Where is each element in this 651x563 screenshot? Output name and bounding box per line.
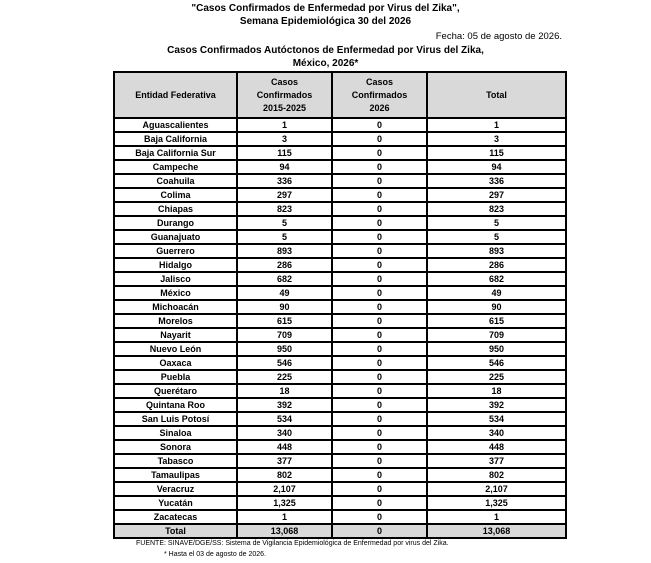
value-cell: 340 [427,426,566,440]
report-subtitle: Semana Epidemiológica 30 del 2026 [239,16,412,27]
value-cell: 0 [332,384,427,398]
value-cell: 377 [237,454,332,468]
table-row [114,244,566,258]
column-header [332,72,427,118]
state-cell: San Luis Potosí [114,412,237,426]
value-cell: 94 [427,160,566,174]
table-row [114,314,566,328]
value-cell: 0 [332,188,427,202]
state-cell: Guanajuato [114,230,237,244]
value-cell: 377 [427,454,566,468]
value-cell: 0 [332,160,427,174]
value-cell: 0 [332,454,427,468]
table-row [114,160,566,174]
value-cell: 1 [427,118,566,132]
footnote: * Hasta el 03 de agosto de 2026. [164,551,266,558]
value-cell: 1 [237,118,332,132]
value-cell: 0 [332,174,427,188]
value-cell: 0 [332,482,427,496]
value-cell: 1,325 [427,496,566,510]
value-cell: 0 [332,398,427,412]
table-row [114,496,566,510]
state-cell: Colima [114,188,237,202]
state-cell: Campeche [114,160,237,174]
value-cell: 336 [427,174,566,188]
value-cell: 5 [427,216,566,230]
column-header-line: Casos [270,76,298,87]
cases-table [113,71,567,539]
table-row [114,188,566,202]
table-row [114,482,566,496]
table-row [114,202,566,216]
total-row [114,524,566,538]
value-cell: 5 [427,230,566,244]
value-cell: 0 [332,370,427,384]
table-title: Casos Confirmados Autóctonos de Enfermedad por Virus del Zika, [167,45,484,56]
table-row [114,356,566,370]
value-cell: 0 [332,230,427,244]
table-row [114,342,566,356]
total-label: Total [114,524,237,538]
state-cell: Chiapas [114,202,237,216]
value-cell: 615 [427,314,566,328]
state-cell: Tamaulipas [114,468,237,482]
column-header [237,72,332,118]
value-cell: 0 [332,132,427,146]
value-cell: 802 [237,468,332,482]
value-cell: 802 [427,468,566,482]
value-cell: 709 [427,328,566,342]
value-cell: 115 [427,146,566,160]
value-cell: 0 [332,314,427,328]
table-subtitle: México, 2026* [292,58,359,69]
state-cell: Guerrero [114,244,237,258]
value-cell: 0 [332,216,427,230]
column-header-line: 2015-2025 [262,102,307,113]
value-cell: 297 [427,188,566,202]
value-cell: 823 [427,202,566,216]
value-cell: 0 [332,342,427,356]
value-cell: 392 [237,398,332,412]
column-header-line: Casos [365,76,393,87]
value-cell: 682 [237,272,332,286]
value-cell: 0 [332,510,427,524]
state-cell: Sonora [114,440,237,454]
value-cell: 115 [237,146,332,160]
table-row [114,230,566,244]
table-row [114,384,566,398]
table-row [114,118,566,132]
value-cell: 2,107 [237,482,332,496]
table-row [114,426,566,440]
value-cell: 225 [237,370,332,384]
value-cell: 49 [237,286,332,300]
value-cell: 0 [332,146,427,160]
header-row [114,72,566,118]
column-header-line: 2026 [369,102,390,113]
value-cell: 1 [427,510,566,524]
value-cell: 682 [427,272,566,286]
state-cell: Tabasco [114,454,237,468]
column-header-line: Confirmados [256,89,313,100]
value-cell: 534 [427,412,566,426]
table-row [114,286,566,300]
value-cell: 0 [332,300,427,314]
value-cell: 18 [237,384,332,398]
value-cell: 5 [237,230,332,244]
table-row [114,300,566,314]
value-cell: 0 [332,496,427,510]
value-cell: 18 [427,384,566,398]
table-row [114,454,566,468]
state-cell: Yucatán [114,496,237,510]
value-cell: 0 [332,426,427,440]
state-cell: Baja California Sur [114,146,237,160]
value-cell: 0 [332,286,427,300]
value-cell: 0 [332,328,427,342]
value-cell: 950 [237,342,332,356]
value-cell: 3 [237,132,332,146]
value-cell: 448 [427,440,566,454]
table-row [114,258,566,272]
column-header-line: Entidad Federativa [135,89,216,100]
value-cell: 1 [237,510,332,524]
state-cell: Nayarit [114,328,237,342]
value-cell: 950 [427,342,566,356]
column-header [427,72,566,118]
value-cell: 336 [237,174,332,188]
value-cell: 0 [332,440,427,454]
value-cell: 534 [237,412,332,426]
total-value: 13,068 [427,524,566,538]
table-row [114,510,566,524]
table-row [114,440,566,454]
state-cell: Sinaloa [114,426,237,440]
value-cell: 0 [332,356,427,370]
state-cell: Veracruz [114,482,237,496]
value-cell: 0 [332,118,427,132]
value-cell: 0 [332,244,427,258]
report-title: "Casos Confirmados de Enfermedad por Virus del Zika", [191,3,460,14]
report-date: Fecha: 05 de agosto de 2026. [435,31,562,42]
source-note: FUENTE: SINAVE/DGE/SS: Sistema de Vigilancia Epidemiológica de Enfermedad por virus del Zika. [136,540,449,547]
value-cell: 546 [427,356,566,370]
value-cell: 823 [237,202,332,216]
value-cell: 546 [237,356,332,370]
table-row [114,468,566,482]
column-header-line: Confirmados [351,89,408,100]
table-row [114,370,566,384]
value-cell: 297 [237,188,332,202]
total-value: 0 [332,524,427,538]
state-cell: Coahuila [114,174,237,188]
value-cell: 0 [332,468,427,482]
table-body [114,118,566,538]
table-row [114,328,566,342]
value-cell: 0 [332,272,427,286]
table-row [114,132,566,146]
table-row [114,412,566,426]
state-cell: Puebla [114,370,237,384]
table-header [114,72,566,118]
value-cell: 5 [237,216,332,230]
column-header [114,72,237,118]
value-cell: 0 [332,412,427,426]
value-cell: 90 [237,300,332,314]
value-cell: 225 [427,370,566,384]
state-cell: Hidalgo [114,258,237,272]
table-row [114,272,566,286]
value-cell: 0 [332,202,427,216]
state-cell: Zacatecas [114,510,237,524]
value-cell: 286 [427,258,566,272]
state-cell: Oaxaca [114,356,237,370]
value-cell: 2,107 [427,482,566,496]
state-cell: Querétaro [114,384,237,398]
value-cell: 0 [332,258,427,272]
state-cell: Baja California [114,132,237,146]
value-cell: 448 [237,440,332,454]
value-cell: 893 [237,244,332,258]
table-row [114,174,566,188]
value-cell: 392 [427,398,566,412]
value-cell: 340 [237,426,332,440]
value-cell: 90 [427,300,566,314]
value-cell: 286 [237,258,332,272]
value-cell: 49 [427,286,566,300]
table-row [114,216,566,230]
column-header-line: Total [486,89,507,100]
value-cell: 615 [237,314,332,328]
value-cell: 893 [427,244,566,258]
state-cell: Quintana Roo [114,398,237,412]
state-cell: Durango [114,216,237,230]
value-cell: 94 [237,160,332,174]
state-cell: Nuevo León [114,342,237,356]
value-cell: 1,325 [237,496,332,510]
value-cell: 3 [427,132,566,146]
state-cell: Morelos [114,314,237,328]
total-value: 13,068 [237,524,332,538]
state-cell: México [114,286,237,300]
state-cell: Michoacán [114,300,237,314]
state-cell: Aguascalientes [114,118,237,132]
value-cell: 709 [237,328,332,342]
state-cell: Jalisco [114,272,237,286]
table-row [114,398,566,412]
table-row [114,146,566,160]
